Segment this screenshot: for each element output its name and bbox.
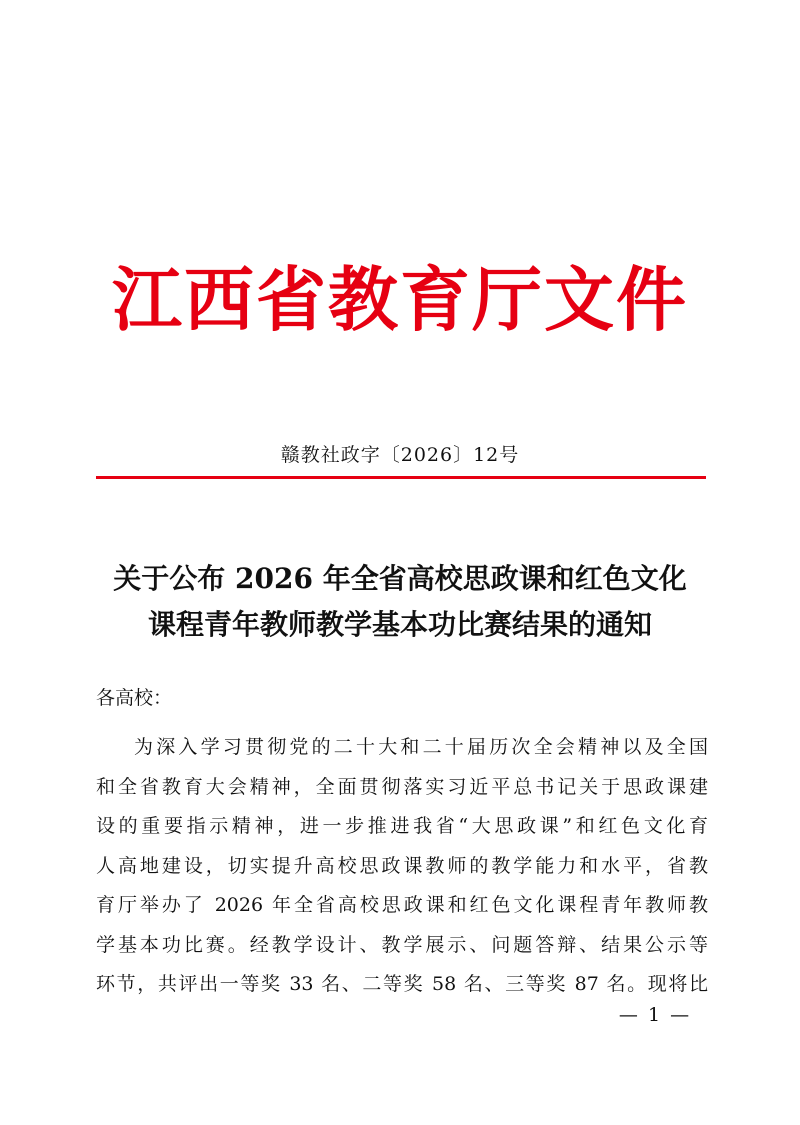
document-number: 赣教社政字〔2026〕12号 [280, 444, 520, 466]
body-line: 学基本功比赛。经教学设计、教学展示、问题答辩、结果公示等 [96, 933, 708, 956]
red-divider-line [96, 476, 706, 479]
body-line: 为深入学习贯彻党的二十大和二十届历次全会精神以及全国 [134, 736, 708, 758]
body-line: 育厅举办了 2026 年全省高校思政课和红色文化课程青年教师教 [96, 894, 708, 916]
body-line: 环节，共评出一等奖 33 名、二等奖 58 名、三等奖 87 名。现将比 [96, 973, 708, 995]
document-title-line-2: 课程青年教师教学基本功比赛结果的通知 [147, 608, 652, 641]
addressee: 各高校： [96, 687, 173, 709]
document-title [60, 556, 740, 648]
masthead-title: 江西省教育厅文件 [112, 259, 688, 341]
document-title-line-1: 关于公布 2026 年全省高校思政课和红色文化 [113, 562, 687, 595]
body-line: 和全省教育大会精神，全面贯彻落实习近平总书记关于思政课建 [96, 775, 708, 798]
body-line: 人高地建设，切实提升高校思政课教师的教学能力和水平，省教 [96, 854, 708, 877]
body-line: 设的重要指示精神，进一步推进我省“大思政课”和红色文化育 [96, 815, 708, 837]
page-number: — 1 — [618, 1004, 692, 1026]
body-paragraph [96, 728, 708, 1005]
